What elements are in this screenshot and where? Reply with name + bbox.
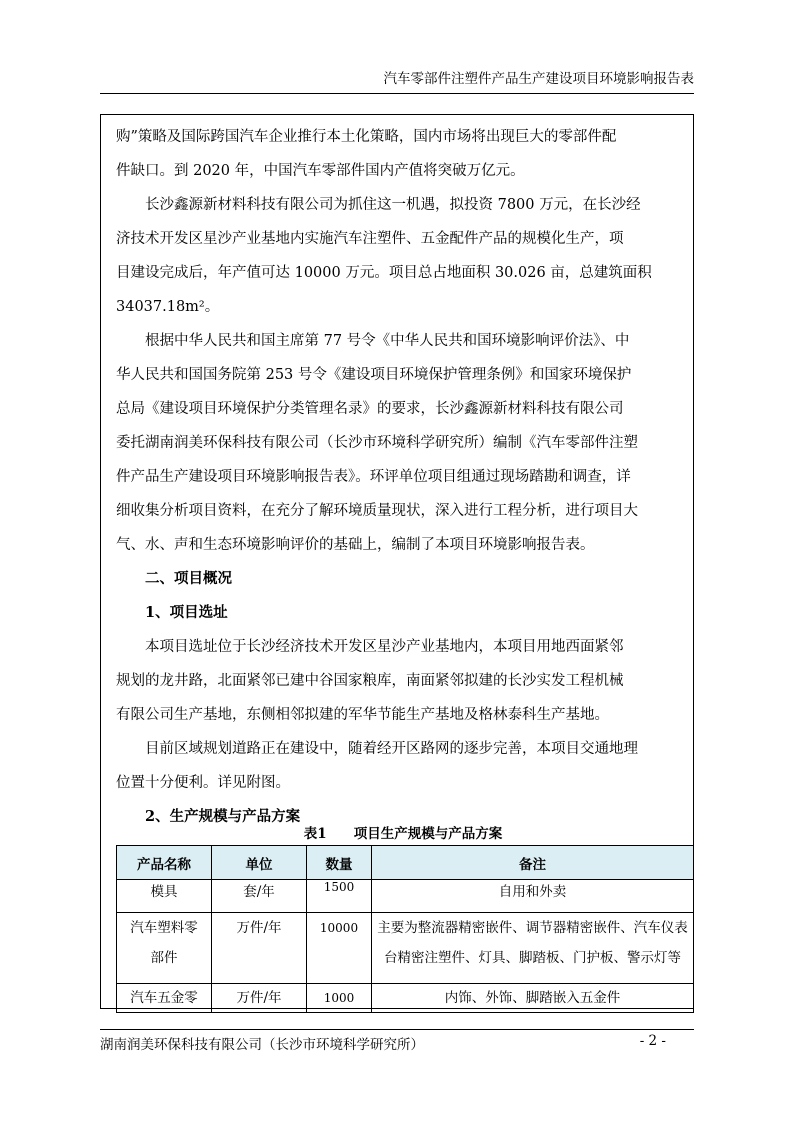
table-row [117, 913, 694, 984]
text-line: 气、水、声和生态环境影响评价的基础上，编制了本项目环境影响报告表。 [116, 537, 595, 553]
subsection-heading: 2、生产规模与产品方案 [145, 808, 301, 825]
page-footer [100, 1029, 694, 1053]
text-line: 件缺口。到 2020 年，中国汽车零部件国内产值将突破万亿元。 [116, 163, 525, 179]
section-heading: 二、项目概况 [145, 570, 232, 587]
table-cell: 模具 [117, 880, 212, 913]
footer-org: 湖南润美环保科技有限公司（长沙市环境科学研究所） [100, 1037, 424, 1053]
table-cell: 10000 [307, 913, 372, 984]
table-header-row [117, 846, 694, 880]
text-line: 总局《建设项目环境保护分类管理名录》的要求，长沙鑫源新材料科技有限公司 [116, 401, 624, 417]
table-row [117, 880, 694, 913]
text-line: 有限公司生产基地，东侧相邻拟建的军华节能生产基地及格林泰科生产基地。 [116, 707, 609, 723]
text-line: 本项目选址位于长沙经济技术开发区星沙产业基地内，本项目用地西面紧邻 [145, 639, 624, 655]
product-table [116, 845, 694, 1013]
text-line: 华人民共和国国务院第 253 号令《建设项目环境保护管理条例》和国家环境保护 [116, 367, 632, 383]
column-header: 单位 [212, 846, 307, 880]
column-header: 备注 [372, 846, 694, 880]
body-text [116, 120, 690, 834]
page-number: - 2 - [639, 1033, 666, 1049]
table-cell: 自用和外卖 [372, 880, 694, 913]
table-cell [372, 913, 694, 984]
table-cell: 内饰、外饰、脚踏嵌入五金件 [372, 984, 694, 1013]
text-line: 目前区域规划道路正在建设中，随着经开区路网的逐步完善，本项目交通地理 [145, 741, 638, 757]
table-row [117, 984, 694, 1013]
text-line: 34037.18m²。 [116, 299, 220, 315]
text-line: 委托湖南润美环保科技有限公司（长沙市环境科学研究所）编制《汽车零部件注塑 [116, 435, 638, 451]
table-cell [117, 913, 212, 984]
table-cell: 1000 [307, 984, 372, 1013]
text-line: 长沙鑫源新材料科技有限公司为抓住这一机遇，拟投资 7800 万元，在长沙经 [145, 197, 641, 213]
column-header: 数量 [307, 846, 372, 880]
table-cell: 1500 [307, 880, 372, 913]
text-line: 根据中华人民共和国主席第 77 号令《中华人民共和国环境影响评价法》、中 [145, 333, 630, 349]
page-header: 汽车零部件注塑件产品生产建设项目环境影响报告表 [100, 67, 694, 94]
table-cell: 万件/年 [212, 984, 307, 1013]
table-cell: 套/年 [212, 880, 307, 913]
text-line: 件产品生产建设项目环境影响报告表》。环评单位项目组通过现场踏勘和调查，详 [116, 469, 631, 485]
cell-line: 汽车塑料零 [130, 920, 198, 936]
text-line: 目建设完成后，年产值可达 10000 万元。项目总占地面积 30.026 亩，总建筑面积 [116, 265, 652, 281]
subsection-heading: 1、项目选址 [145, 604, 228, 621]
table-caption: 表1 项目生产规模与产品方案 [303, 826, 503, 842]
cell-line: 主要为整流器精密嵌件、调节器精密嵌件、汽车仪表 [377, 920, 688, 936]
table-cell: 万件/年 [212, 913, 307, 984]
text-line: 细收集分析项目资料，在充分了解环境质量现状，深入进行工程分析，进行项目大 [116, 503, 638, 519]
text-line: 购”策略及国际跨国汽车企业推行本土化策略，国内市场将出现巨大的零部件配 [116, 129, 617, 145]
text-line: 规划的龙井路，北面紧邻已建中谷国家粮库，南面紧邻拟建的长沙实发工程机械 [116, 673, 624, 689]
column-header: 产品名称 [117, 846, 212, 880]
cell-line: 部件 [150, 950, 178, 966]
cell-line: 台精密注塑件、灯具、脚踏板、门护板、警示灯等 [384, 950, 681, 966]
text-line: 位置十分便利。详见附图。 [116, 775, 290, 791]
table-cell: 汽车五金零 [117, 984, 212, 1013]
text-line: 济技术开发区星沙产业基地内实施汽车注塑件、五金配件产品的规模化生产，项 [116, 231, 624, 247]
